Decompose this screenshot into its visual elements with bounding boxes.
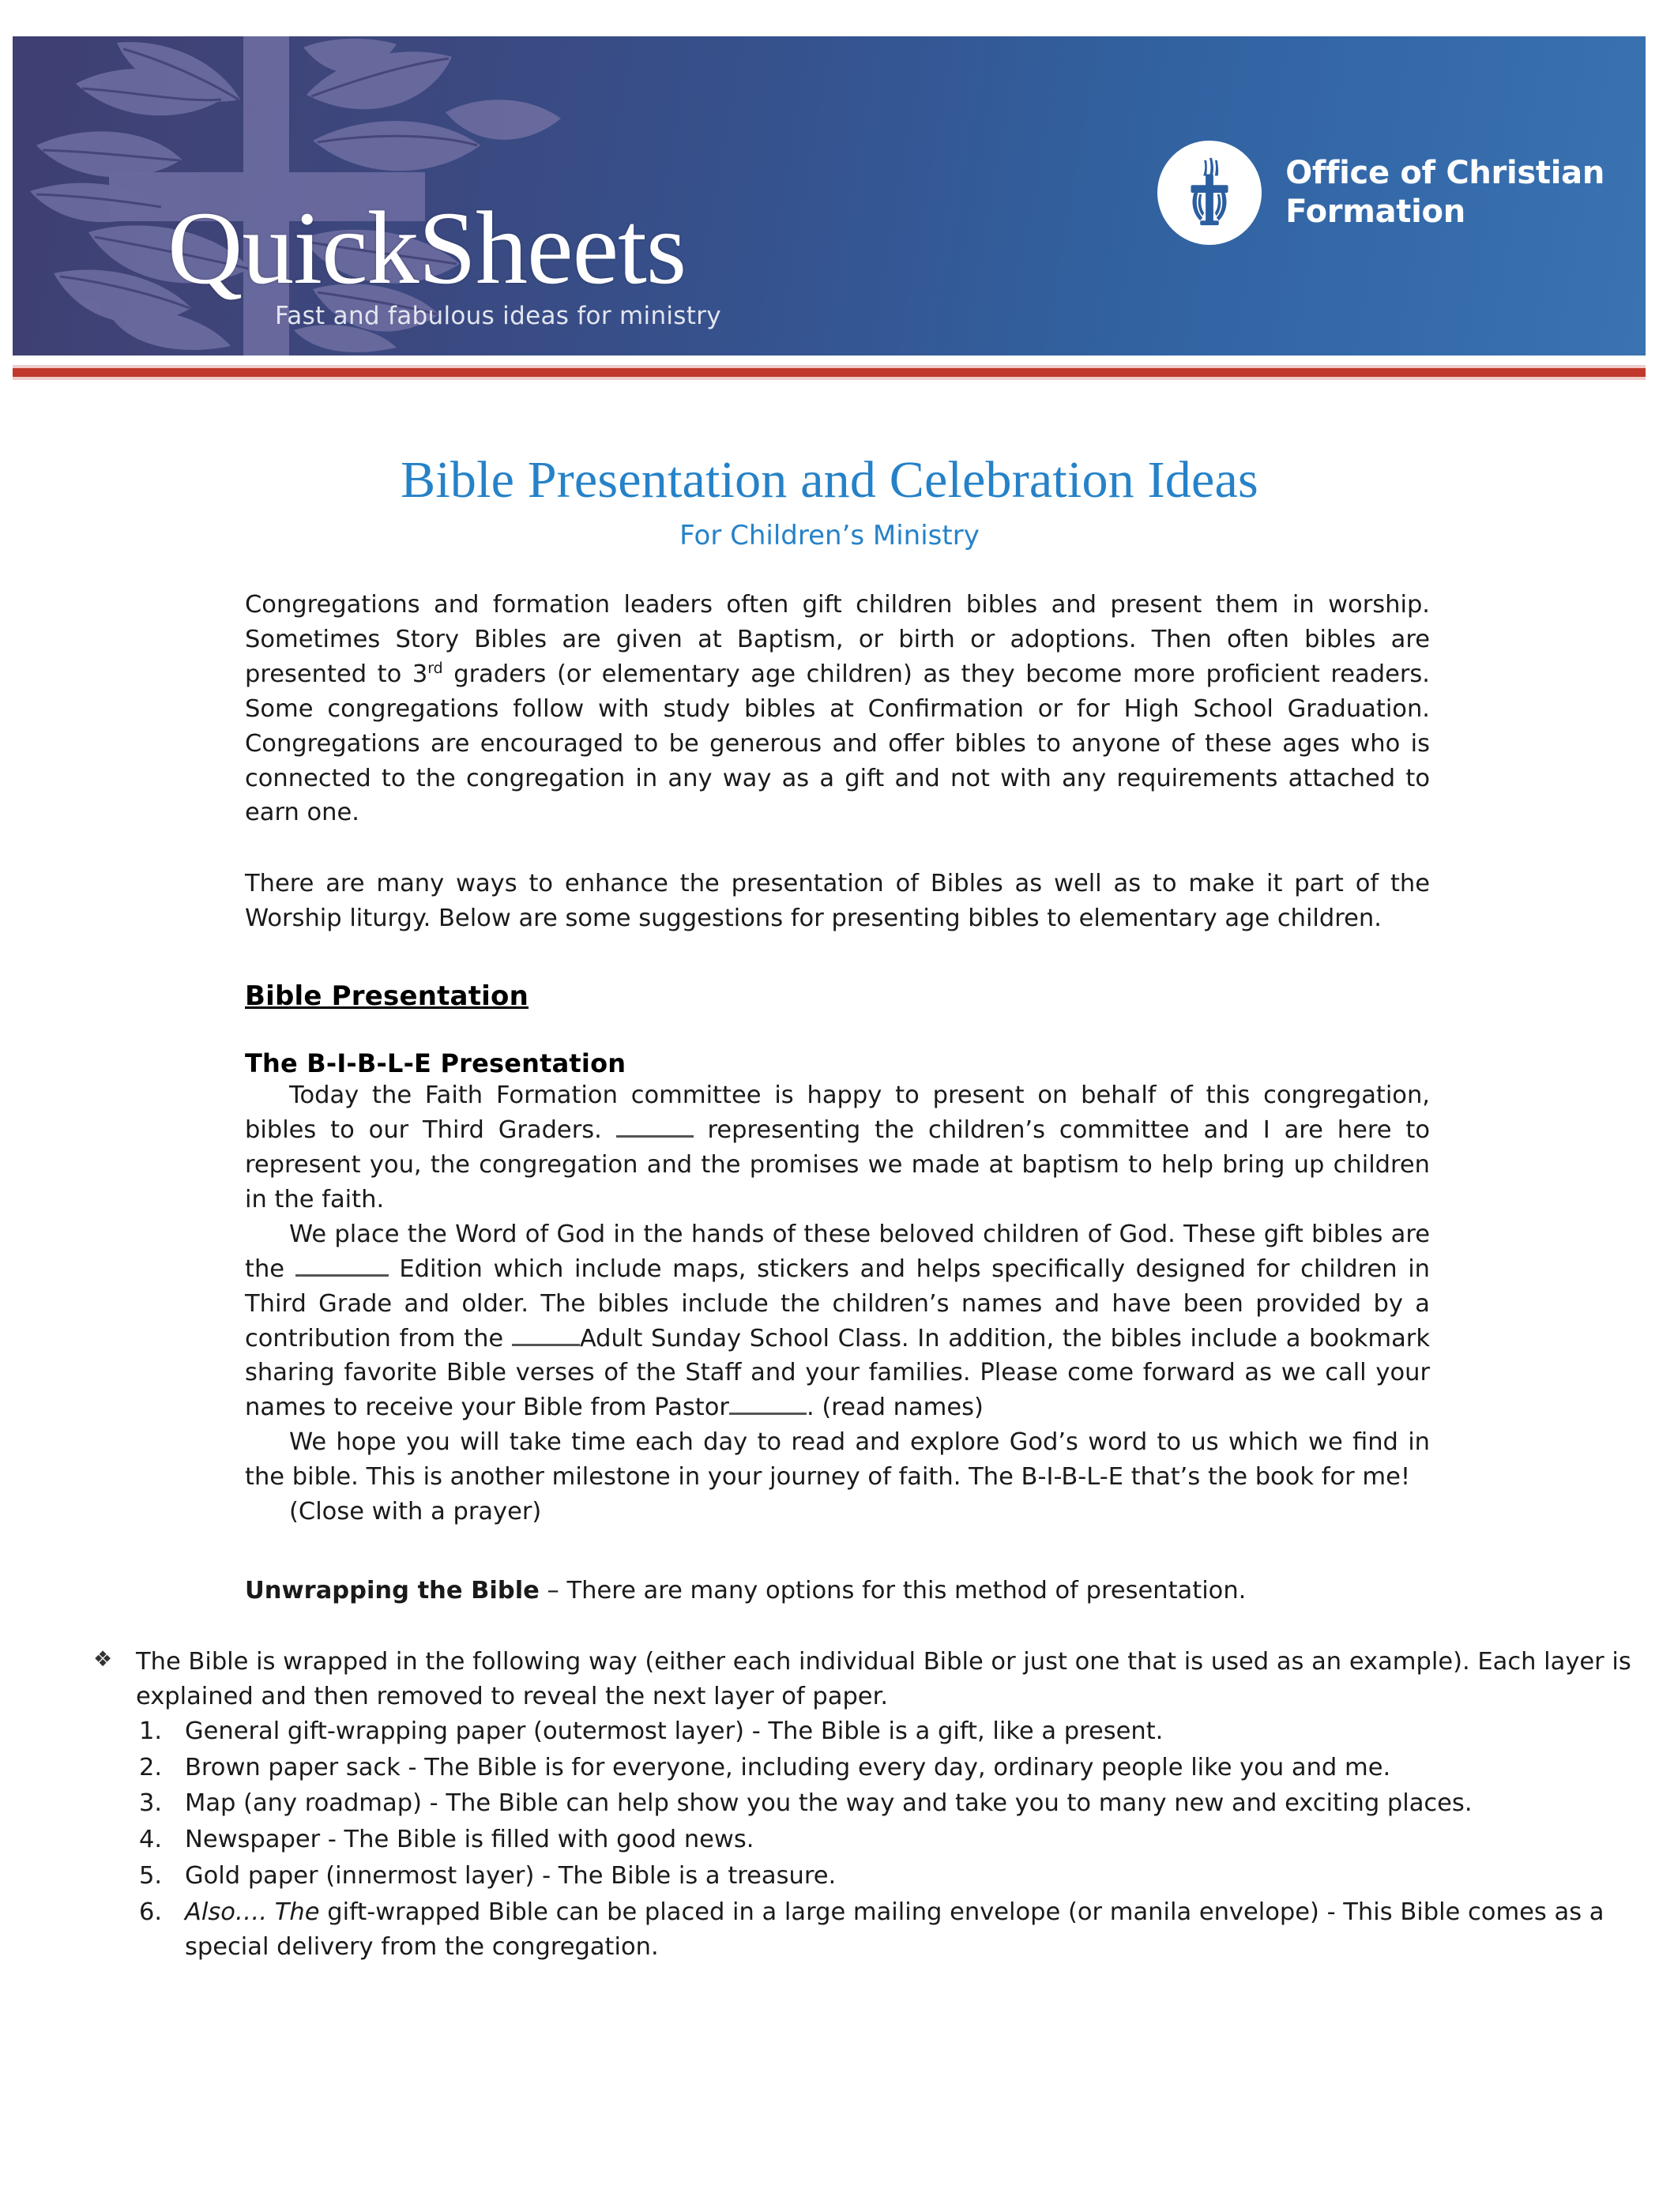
layer-text: Brown paper sack - The Bible is for everyone, including every day, ordinary people like you and me. bbox=[185, 1753, 1391, 1781]
bp-p2-part-a: We place the Word of God in the hands of these beloved children of God. These gift bibles are the bbox=[245, 1220, 1430, 1283]
page-title: Bible Presentation and Celebration Ideas bbox=[401, 451, 1258, 509]
unwrapping-bullet-text: The Bible is wrapped in the following way (either each individual Bible or just one that is used as an example). Each layer is explained and then removed to reveal the next layer of paper. bbox=[136, 1647, 1631, 1710]
document-body bbox=[0, 395, 1659, 1966]
org-line-1: Office of Christian bbox=[1285, 155, 1604, 192]
layer-text: Newspaper - The Bible is filled with good news. bbox=[185, 1826, 754, 1854]
brand-tagline: Fast and fabulous ideas for ministry bbox=[275, 302, 721, 330]
unwrapping-lead-rest: – There are many options for this method of presentation. bbox=[539, 1576, 1247, 1604]
bp-p2-part-b: Edition which include maps, stickers and helps specifically designed for children in Third Grade and older. The bibles include the children’s names and have been provided by a contribution from the bbox=[245, 1255, 1431, 1352]
fill-in-blank-committee-rep[interactable] bbox=[616, 1135, 694, 1138]
unwrapping-lead-bold: Unwrapping the Bible bbox=[245, 1576, 540, 1604]
bp-p2-part-c: Adult Sunday School Class. In addition, the bibles include a bookmark sharing favorite Bible verses of the Staff and your families. Please come forward as we call your names to receive your Bible from Pastor bbox=[245, 1324, 1430, 1422]
layer-text: gift-wrapped Bible can be placed in a large mailing envelope (or manila envelope) - This Bible comes as a special delivery from the congregation. bbox=[185, 1898, 1604, 1962]
bp-p1-part-b: representing the children’s committee and I are here to represent you, the congregation and the promises we made at baptism to help bring up children in the faith. bbox=[245, 1116, 1430, 1213]
bible-presentation-closing-note: (Close with a prayer) bbox=[289, 1498, 542, 1526]
fill-in-blank-sunday-school-class[interactable] bbox=[512, 1344, 580, 1346]
intro-paragraph-2: There are many ways to enhance the presentation of Bibles as well as to make it part of the Worship liturgy. Below are some suggestions for presenting bibles to elementary age children. bbox=[245, 870, 1430, 933]
list-item bbox=[139, 1751, 1659, 1785]
layer-italic-prefix: Also…. The bbox=[185, 1898, 320, 1927]
bp-p1-part-a: Today the Faith Formation committee is happy to present on behalf of this congregation, bibles to our Third Graders. bbox=[245, 1082, 1430, 1145]
list-item bbox=[139, 1823, 1659, 1857]
section-heading-bible-presentation: Bible Presentation bbox=[245, 980, 529, 1013]
office-of-christian-formation-lockup bbox=[1157, 141, 1604, 245]
list-item bbox=[139, 1859, 1659, 1894]
intro-paragraph-1 bbox=[245, 588, 1430, 830]
header-banner bbox=[13, 36, 1646, 356]
layer-text: General gift-wrapping paper (outermost layer) - The Bible is a gift, like a present. bbox=[185, 1717, 1164, 1745]
intro-p1-part-b: graders (or elementary age children) as they become more proficient readers. Some congregations follow with study bibles at Confirmation or for High School Graduation. Congregations are encouraged to be generous and offer bibles to anyone of these ages who is connected to the congregation in any way as a gift and not with any requirements attached to earn one. bbox=[245, 660, 1431, 827]
bible-presentation-paragraph-1 bbox=[245, 1078, 1430, 1217]
unwrapping-bullet-list bbox=[0, 1645, 1659, 1714]
brand-lockup bbox=[167, 190, 1115, 330]
page-subtitle: For Children’s Ministry bbox=[679, 520, 980, 551]
subheading-bible-presentation: The B-I-B-L-E Presentation bbox=[245, 1048, 626, 1079]
layer-text: Map (any roadmap) - The Bible can help show you the way and take you to many new and exciting places. bbox=[185, 1789, 1473, 1818]
diamond-bullet-icon: ❖ bbox=[93, 1646, 113, 1672]
list-item bbox=[139, 1714, 1659, 1749]
list-item bbox=[139, 1895, 1659, 1965]
brand-title: QuickSheets bbox=[167, 190, 687, 306]
bible-presentation-paragraph-2 bbox=[245, 1217, 1430, 1425]
bible-presentation-paragraph-3: We hope you will take time each day to read and explore God’s word to us which we find in the bible. This is another milestone in your journey of faith. The B-I-B-L-E that’s the book for me! bbox=[245, 1428, 1430, 1492]
accent-rule bbox=[13, 368, 1646, 377]
intro-p1-part-a: Congregations and formation leaders often gift children bibles and present them in worship. Sometimes Story Bibles are given at Baptism, or birth or adoptions. Then often bibles are presented to 3 bbox=[245, 591, 1430, 688]
fill-in-blank-bible-edition[interactable] bbox=[295, 1274, 389, 1277]
unwrapping-lead bbox=[245, 1574, 1430, 1608]
ordinal-suffix: rd bbox=[427, 659, 443, 677]
layer-text: Gold paper (innermost layer) - The Bible is a treasure. bbox=[185, 1862, 837, 1890]
unwrapping-layer-list bbox=[0, 1714, 1659, 1965]
list-item bbox=[139, 1786, 1659, 1821]
fill-in-blank-pastor-name[interactable] bbox=[729, 1413, 807, 1415]
org-line-2: Formation bbox=[1285, 194, 1465, 230]
pcusa-seal-icon bbox=[1157, 141, 1262, 245]
list-item bbox=[93, 1645, 1659, 1714]
bp-p2-part-d: . (read names) bbox=[806, 1394, 984, 1422]
office-of-christian-formation-text bbox=[1285, 154, 1604, 231]
